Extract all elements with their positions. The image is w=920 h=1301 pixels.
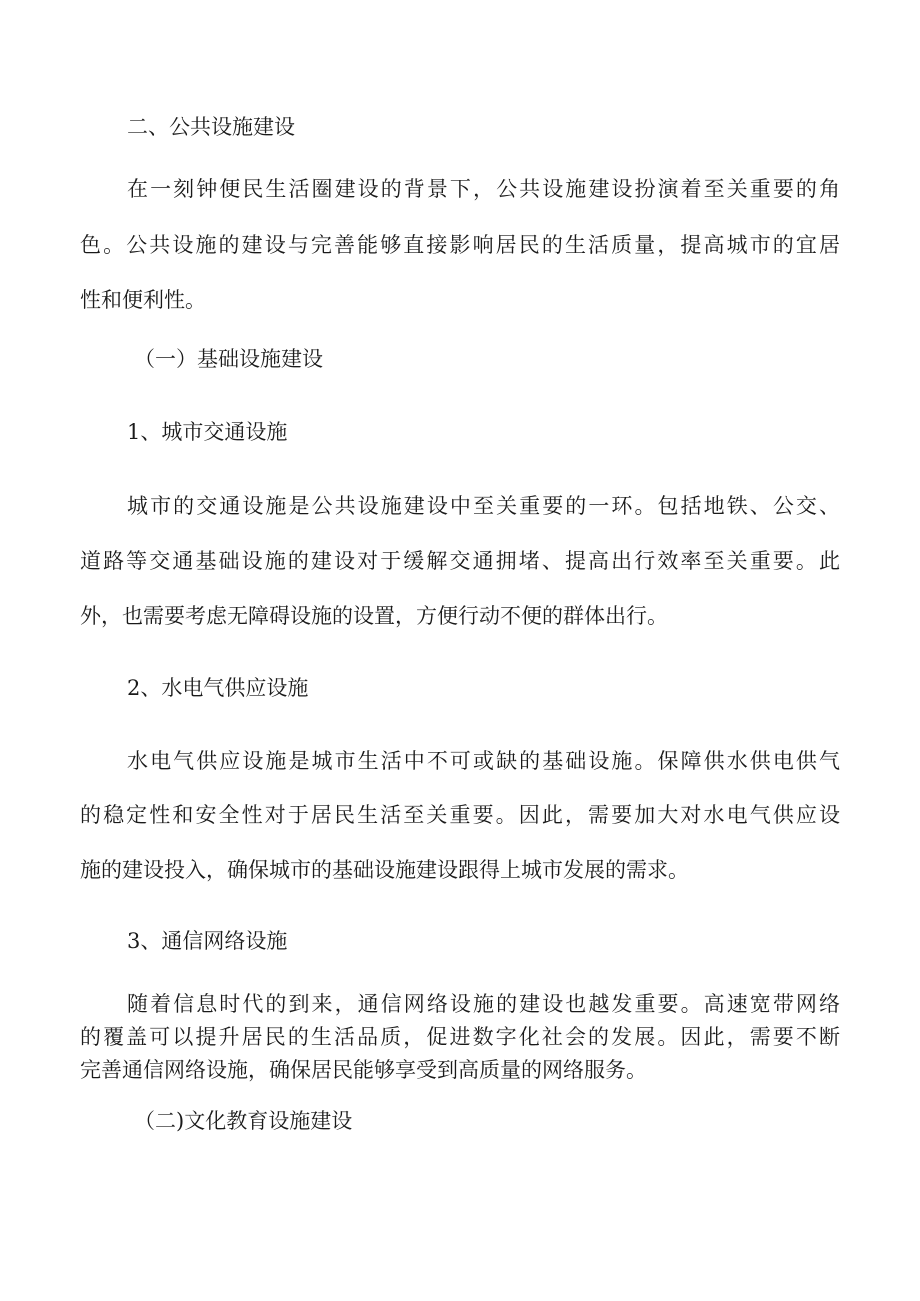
item-2-paragraph-line-3: 施的建设投入，确保城市的基础设施建设跟得上城市发展的需求。: [80, 858, 689, 882]
item-2-paragraph-line-1: 水电气供应设施是城市生活中不可或缺的基础设施。保障供水供电供气: [127, 749, 840, 773]
item-1-paragraph-line-1: 城市的交通设施是公共设施建设中至关重要的一环。包括地铁、公交、: [127, 494, 840, 518]
item-1-paragraph-line-3: 外，也需要考虑无障碍设施的设置，方便行动不便的群体出行。: [80, 604, 668, 628]
intro-paragraph-line-1: 在一刻钟便民生活圈建设的背景下，公共设施建设扮演着至关重要的角: [127, 177, 840, 201]
subsection-heading-culture-education: （二)文化教育设施建设: [134, 1109, 353, 1133]
item-3-paragraph-line-3: 完善通信网络设施，确保居民能够享受到高质量的网络服务。: [80, 1058, 647, 1082]
subsection-heading-basic-infrastructure: （一）基础设施建设: [134, 347, 323, 371]
item-3-title: 3、通信网络设施: [127, 929, 288, 953]
intro-paragraph-line-2: 色。公共设施的建设与完善能够直接影响居民的生活质量，提高城市的宜居: [80, 233, 840, 257]
item-2-paragraph-line-2: 的稳定性和安全性对于居民生活至关重要。因此，需要加大对水电气供应设: [80, 803, 840, 827]
section-heading: 二、公共设施建设: [127, 115, 295, 139]
item-1-paragraph-line-2: 道路等交通基础设施的建设对于缓解交通拥堵、提高出行效率至关重要。此: [80, 549, 840, 573]
item-1-title: 1、城市交通设施: [127, 420, 288, 444]
item-3-paragraph-line-1: 随着信息时代的到来，通信网络设施的建设也越发重要。高速宽带网络: [127, 992, 840, 1016]
item-2-title: 2、水电气供应设施: [127, 676, 309, 700]
item-3-paragraph-line-2: 的覆盖可以提升居民的生活品质，促进数字化社会的发展。因此，需要不断: [80, 1025, 840, 1049]
intro-paragraph-line-3: 性和便利性。: [80, 288, 206, 312]
